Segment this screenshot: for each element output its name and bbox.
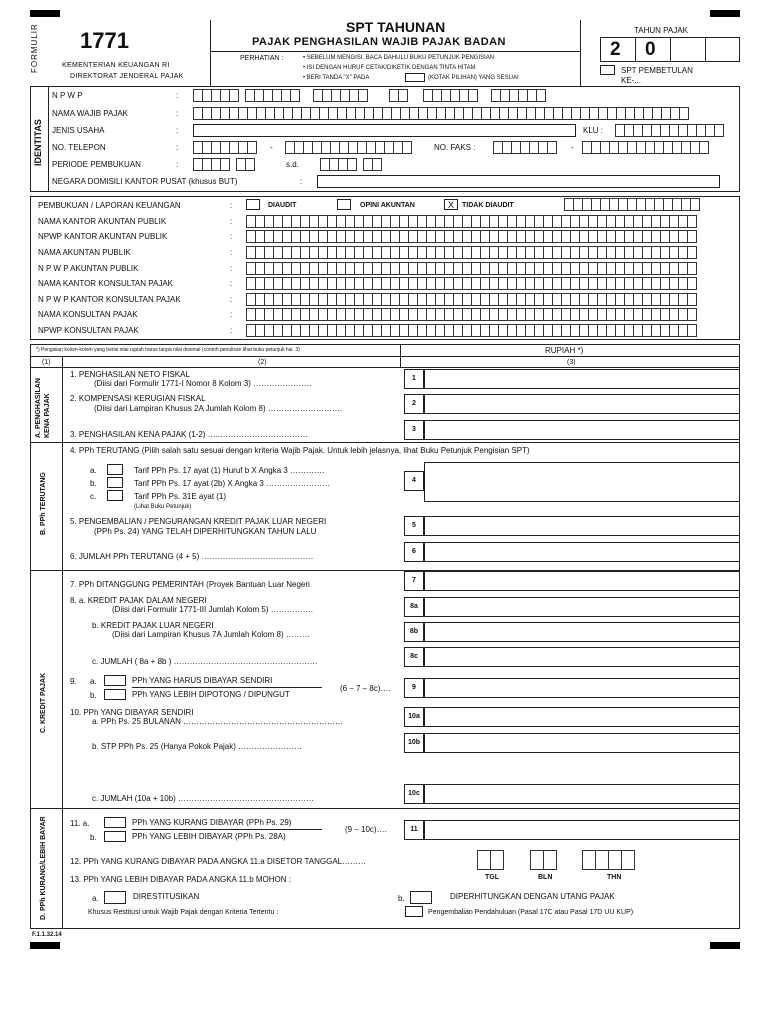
thn-label: THN (607, 874, 622, 881)
box-2-label: 2 (404, 394, 424, 414)
col2-header: (2) (258, 359, 267, 366)
bln-label: BLN (538, 874, 553, 881)
box-9-label: 9 (404, 678, 424, 698)
tgl-input[interactable] (477, 850, 503, 870)
line11b-checkbox[interactable] (104, 831, 126, 842)
perhatian-1: • SEBELUM MENGISI, BACA DAHULU BUKU PETUNJUK PENGISIAN (303, 55, 495, 61)
header-rule (210, 51, 580, 52)
line10a-label: a. PPh Ps. 25 BULANAN …………………………………………………… (92, 717, 344, 726)
perhatian-2: • ISI DENGAN HURUF CETAK/DIKETIK DENGAN TINTA HITAM (303, 65, 476, 71)
line1-amount-input[interactable] (424, 369, 740, 389)
tahun-sep-1 (635, 37, 636, 62)
line8a-sub: (Diisi dari Formulir 1771-III Jumlah Kolom 5) ……………. (112, 605, 313, 614)
line9-amount-input[interactable] (424, 678, 740, 698)
rule (30, 367, 740, 368)
line8c-amount-input[interactable] (424, 647, 740, 667)
opini-checkbox[interactable] (337, 199, 351, 210)
line10b-amount-input[interactable] (424, 733, 740, 753)
khusus-restitusi-label: Khusus Restitusi untuk Wajib Pajak dengan Kriteria Tertentu : (88, 909, 279, 916)
registration-mark-bottom-right (710, 942, 740, 949)
npwp-ap-input[interactable] (246, 262, 696, 275)
line10a-amount-input[interactable] (424, 707, 740, 727)
tidak-diaudit-checkbox[interactable]: X (444, 199, 458, 210)
line4c-note: (Lihat Buku Petunjuk) (134, 504, 192, 510)
ministry-line1: KEMENTERIAN KEUANGAN RI (62, 62, 170, 69)
form-code: F.1.1.32.14 (32, 932, 62, 938)
line2-label: 2. KOMPENSASI KERUGIAN FISKAL (70, 394, 206, 403)
line4b-checkbox[interactable] (107, 477, 123, 488)
box-8a-label: 8a (404, 597, 424, 617)
rule (30, 808, 740, 809)
line11a-label: PPh YANG KURANG DIBAYAR (PPh Ps. 29) (132, 818, 292, 827)
sd-label: s.d. (286, 160, 299, 169)
colon: : (230, 232, 233, 241)
npwp-input-3[interactable] (313, 89, 367, 102)
colon: : (230, 295, 233, 304)
line3-label: 3. PENGHASILAN KENA PAJAK (1-2) …..…………………………… (70, 430, 309, 439)
npwp-input-6[interactable] (491, 89, 545, 102)
identitas-section-label: IDENTITAS (33, 119, 43, 166)
registration-mark-top-left (30, 10, 60, 17)
periode-start-input[interactable] (193, 158, 229, 171)
npwp-kkp-label: N P W P KANTOR KONSULTAN PAJAK (38, 295, 181, 304)
line2-sub: (Diisi dari Lampiran Khusus 2A Jumlah Kolom 8) ………………………. (94, 404, 343, 413)
periode-start-input-2[interactable] (236, 158, 254, 171)
line10c-label: c. JUMLAH (10a + 10b) …………………………………………… (92, 794, 315, 803)
pengembalian-label: Pengembalian Pendahuluan (Pasal 17C atau Pasal 17D UU KUP) (428, 909, 634, 916)
col3-divider (400, 344, 401, 367)
tahun-pajak-label: TAHUN PAJAK (634, 26, 688, 35)
npwp-input-2[interactable] (245, 89, 299, 102)
line9b-checkbox[interactable] (104, 689, 126, 700)
rupiah-header: RUPIAH *) (545, 346, 584, 355)
kap-input[interactable] (246, 215, 696, 228)
tahun-digit-1: 2 (610, 39, 621, 60)
perhatian-label: PERHATIAN : (240, 55, 284, 62)
npwp-kap-input[interactable] (246, 230, 696, 243)
line5-amount-input[interactable] (424, 516, 740, 536)
pembetulan-ke: KE-... (621, 76, 642, 85)
rupiah-note: *) Pengisian kolom-kolom yang berisi nilai rupiah harus tanpa nilai desimal (contoh penulisan lihat buku petunjuk hal. 3) (36, 347, 300, 353)
telepon-area-input[interactable] (193, 141, 256, 154)
line9a-checkbox[interactable] (104, 675, 126, 686)
header-divider-right (580, 20, 581, 86)
line13a-letter: a. (92, 894, 99, 903)
tahun-sep-2 (670, 37, 671, 62)
line10-label: 10. PPh YANG DIBAYAR SENDIRI (70, 708, 194, 717)
line11-formula: (9 – 10c)…. (345, 825, 387, 834)
perhatian-3: • BERI TANDA "X" PADA (303, 75, 370, 81)
line12-label: 12. PPh YANG KURANG DIBAYAR PADA ANGKA 11.a DISETOR TANGGAL……… (70, 857, 367, 866)
box-10c-label: 10c (404, 784, 424, 804)
option-a-label: a. (90, 466, 97, 475)
line11b-label: PPh YANG LEBIH DIBAYAR (PPh Ps. 28A) (132, 832, 286, 841)
line5-sub: (PPh Ps. 24) YANG TELAH DIPERHITUNGKAN TAHUN LALU (94, 527, 317, 536)
dash: - (571, 143, 574, 152)
perhatian-3b: (KOTAK PILIHAN) YANG SESUAI (428, 75, 519, 81)
opini-label: OPINI AKUNTAN (360, 202, 415, 209)
box-11-label: 11 (404, 820, 424, 840)
colon: : (176, 109, 179, 118)
line4c-checkbox[interactable] (107, 490, 123, 501)
form-subtitle: PAJAK PENGHASILAN WAJIB PAJAK BADAN (252, 36, 506, 48)
section-c-label: C. KREDIT PAJAK (40, 672, 47, 733)
colon: : (230, 201, 233, 210)
colon: : (176, 143, 179, 152)
line9-formula: (6 – 7 – 8c)…. (340, 684, 391, 693)
telepon-number-input[interactable] (285, 141, 411, 154)
npwp-kap-label: NPWP KANTOR AKUNTAN PUBLIK (38, 232, 168, 241)
line13b-letter: b. (398, 894, 405, 903)
col1-header: (1) (42, 359, 51, 366)
colon: : (230, 279, 233, 288)
negara-label: NEGARA DOMISILI KANTOR PUSAT (khusus BUT) (52, 177, 238, 186)
line8a-amount-input[interactable] (424, 597, 740, 617)
colon: : (230, 217, 233, 226)
kkp-input[interactable] (246, 277, 696, 290)
box-8c-label: 8c (404, 647, 424, 667)
tahun-sep-3 (705, 37, 706, 62)
pengembalian-checkbox[interactable] (405, 906, 423, 917)
box-10b-label: 10b (404, 733, 424, 753)
option-c-label: c. (90, 492, 97, 501)
periode-label: PERIODE PEMBUKUAN (52, 160, 141, 169)
npwp-kp-input[interactable] (246, 324, 696, 337)
line11a-checkbox[interactable] (104, 817, 126, 828)
tahun-digit-2: 0 (645, 39, 656, 60)
diperhitungkan-label: DIPERHITUNGKAN DENGAN UTANG PAJAK (450, 892, 615, 901)
colon: : (176, 91, 179, 100)
line8b-amount-input[interactable] (424, 622, 740, 642)
box-6-label: 6 (404, 542, 424, 562)
form-title: SPT TAHUNAN (346, 19, 446, 35)
ap-label: NAMA AKUNTAN PUBLIK (38, 248, 131, 257)
colon: : (230, 310, 233, 319)
jenis-usaha-label: JENIS USAHA (52, 126, 105, 135)
line3-amount-input[interactable] (424, 420, 740, 440)
thn-input[interactable] (582, 850, 634, 870)
line5-label: 5. PENGEMBALIAN / PENGURANGAN KREDIT PAJAK LUAR NEGERI (70, 517, 327, 526)
line4c-label: Tarif PPh Ps. 31E ayat (1) (134, 492, 227, 501)
line11-number: 11. a. (70, 819, 90, 828)
legend-checkbox (405, 73, 425, 82)
tgl-label: TGL (485, 874, 499, 881)
colon: : (176, 126, 179, 135)
rule (30, 442, 740, 443)
line7-label: 7. PPh DITANGGUNG PEMERINTAH (Proyek Bantuan Luar Negeri (70, 580, 310, 589)
kap-label: NAMA KANTOR AKUNTAN PUBLIK (38, 217, 167, 226)
dash: - (270, 143, 273, 152)
npwp-input[interactable] (193, 89, 238, 102)
box-1-label: 1 (404, 369, 424, 389)
kkp-label: NAMA KANTOR KONSULTAN PAJAK (38, 279, 173, 288)
box-7-label: 7 (404, 571, 424, 591)
npwp-kkp-input[interactable] (246, 293, 696, 306)
line11-amount-input[interactable] (424, 820, 740, 840)
section-b-label: B. PPh TERUTANG (40, 472, 47, 535)
colon: : (230, 264, 233, 273)
line10c-amount-input[interactable] (424, 784, 740, 804)
option-b-label: b. (90, 479, 97, 488)
npwp-kp-label: NPWP KONSULTAN PAJAK (38, 326, 139, 335)
line4-amount-input[interactable] (424, 462, 740, 502)
line9-number: 9. (70, 677, 77, 686)
line8c-label: c. JUMLAH ( 8a + 8b ) ……………………………………………… (92, 657, 318, 666)
line4a-label: Tarif PPh Ps. 17 ayat (1) Huruf b X Angka 3 …………. (134, 466, 325, 475)
colon: : (300, 177, 303, 186)
identitas-label-divider (48, 86, 49, 192)
line13-label: 13. PPh YANG LEBIH DIBAYAR PADA ANGKA 11.b MOHON : (70, 875, 291, 884)
header-divider-left (210, 20, 211, 86)
registration-mark-top-right (710, 10, 740, 17)
line8a-label: 8. a. KREDIT PAJAK DALAM NEGERI (70, 596, 207, 605)
rule (132, 829, 322, 830)
faks-number-input[interactable] (582, 141, 708, 154)
faks-area-input[interactable] (493, 141, 556, 154)
section-a-label: A. PENGHASILAN KENA PAJAK (35, 378, 51, 438)
klu-label: KLU : (583, 126, 604, 135)
box-10a-label: 10a (404, 707, 424, 727)
box-4-label: 4 (404, 471, 424, 491)
telepon-label: NO. TELEPON (52, 143, 106, 152)
option-a-label: a. (90, 677, 97, 686)
formulir-label: FORMULIR (30, 23, 39, 73)
periode-end-input[interactable] (320, 158, 356, 171)
line2-amount-input[interactable] (424, 394, 740, 414)
section-d-label: D. PPh KURANG/LEBIH BAYAR (40, 816, 47, 920)
ap-input[interactable] (246, 246, 696, 259)
rule (132, 687, 322, 688)
kp-input[interactable] (246, 308, 696, 321)
col3-header: (3) (567, 359, 576, 366)
pembetulan-checkbox[interactable] (600, 65, 615, 75)
nama-wp-label: NAMA WAJIB PAJAK (52, 109, 129, 118)
diaudit-checkbox[interactable] (246, 199, 260, 210)
tidak-diaudit-label: TIDAK DIAUDIT (462, 202, 514, 209)
line11b-letter: b. (90, 833, 97, 842)
colon: : (230, 248, 233, 257)
jenis-usaha-input[interactable] (193, 124, 576, 137)
line4b-label: Tarif PPh Ps. 17 ayat (2b) X Angka 3 …………………… (134, 479, 331, 488)
line7-amount-input[interactable] (424, 571, 740, 591)
npwp-input-5[interactable] (423, 89, 477, 102)
restitusi-label: DIRESTITUSIKAN (133, 892, 200, 901)
pembukuan-label: PEMBUKUAN / LAPORAN KEUANGAN (38, 201, 181, 210)
faks-label: NO. FAKS : (434, 143, 476, 152)
periode-end-input-2[interactable] (363, 158, 381, 171)
line1-label: 1. PENGHASILAN NETO FISKAL (70, 370, 190, 379)
npwp-label: N P W P (52, 91, 83, 100)
colon: : (230, 326, 233, 335)
line9b-label: PPh YANG LEBIH DIPOTONG / DIPUNGUT (132, 690, 290, 699)
line4a-checkbox[interactable] (107, 464, 123, 475)
ministry-line2: DIREKTORAT JENDERAL PAJAK (70, 73, 184, 80)
kp-label: NAMA KONSULTAN PAJAK (38, 310, 138, 319)
box-3-label: 3 (404, 420, 424, 440)
registration-mark-bottom-left (30, 942, 60, 949)
bln-input[interactable] (530, 850, 556, 870)
nama-wp-input[interactable] (193, 107, 688, 120)
line4-label: 4. PPh TERUTANG (Pilih salah satu sesuai dengan kriteria Wajib Pajak. Untuk lebih jelasnya, lihat Buku Petunjuk Pengisian SPT) (70, 446, 530, 455)
line8b-sub: (Diisi dari Lampiran Khusus 7A Jumlah Kolom 8) ……… (112, 630, 310, 639)
klu-input[interactable] (615, 124, 723, 137)
opini-options-input[interactable] (564, 198, 699, 211)
line6-label: 6. JUMLAH PPh TERUTANG (4 + 5) …………………………………… (70, 552, 314, 561)
negara-input[interactable] (317, 175, 720, 188)
line9a-label: PPh YANG HARUS DIBAYAR SENDIRI (132, 676, 273, 685)
npwp-ap-label: N P W P AKUNTAN PUBLIK (38, 264, 139, 273)
box-8b-label: 8b (404, 622, 424, 642)
box-5-label: 5 (404, 516, 424, 536)
colon: : (176, 160, 179, 169)
line6-amount-input[interactable] (424, 542, 740, 562)
option-b-label: b. (90, 691, 97, 700)
diperhitungkan-checkbox[interactable] (410, 891, 432, 904)
line1-sub: (Diisi dari Formulir 1771-I Nomor 8 Kolom 3) …………………. (94, 379, 312, 388)
pembetulan-label: SPT PEMBETULAN (621, 66, 693, 75)
restitusi-checkbox[interactable] (104, 891, 126, 904)
line8b-label: b. KREDIT PAJAK LUAR NEGERI (92, 621, 214, 630)
npwp-input-4[interactable] (389, 89, 407, 102)
diaudit-label: DIAUDIT (268, 202, 297, 209)
form-number: 1771 (80, 28, 129, 53)
rule (30, 356, 740, 357)
line10b-label: b. STP PPh Ps. 25 (Hanya Pokok Pajak) …………………… (92, 742, 303, 751)
